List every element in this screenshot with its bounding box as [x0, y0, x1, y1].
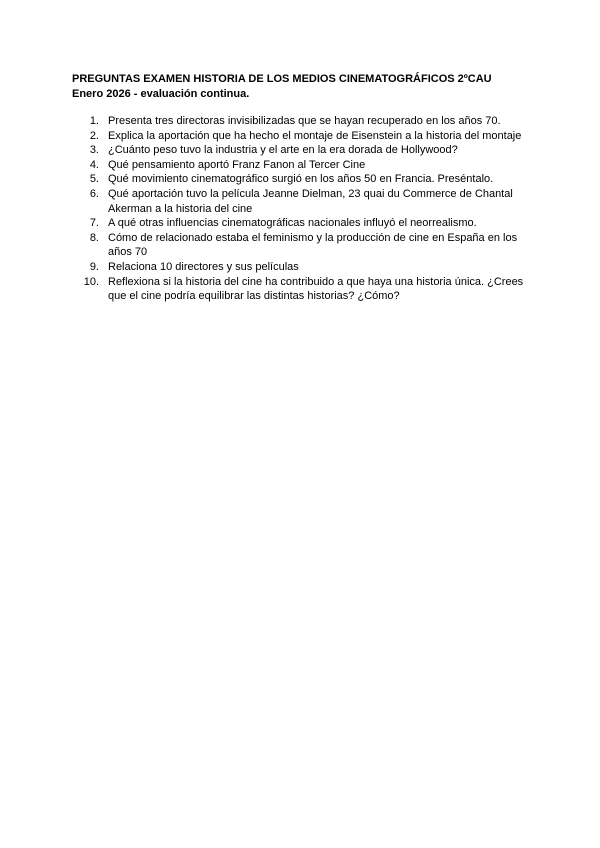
question-text: Explica la aportación que ha hecho el montaje de Eisenstein a la historia del montaje — [108, 129, 522, 142]
question-text: Presenta tres directoras invisibilizadas que se hayan recuperado en los años 70. — [108, 115, 501, 127]
question-number: 5. — [89, 173, 99, 186]
list-item — [72, 158, 532, 173]
question-text: A qué otras influencias cinematográficas nacionales influyó el neorrealismo. — [108, 217, 477, 230]
document-subtitle: Enero 2026 - evaluación continua. — [72, 88, 250, 100]
list-item — [72, 172, 532, 187]
list-item — [72, 260, 532, 275]
question-text: Qué movimiento cinematográfico surgió en los años 50 en Francia. Preséntalo. — [108, 173, 494, 186]
list-item — [72, 129, 532, 144]
question-number: 4. — [89, 158, 99, 171]
document-title: PREGUNTAS EXAMEN HISTORIA DE LOS MEDIOS CINEMATOGRÁFICOS 2ºCAU — [72, 73, 492, 85]
list-item — [72, 231, 532, 260]
question-number: 3. — [89, 144, 99, 157]
list-item — [72, 187, 532, 216]
question-number: 9. — [89, 260, 99, 273]
question-number: 6. — [89, 187, 99, 200]
list-item — [72, 275, 532, 304]
question-number: 8. — [89, 231, 99, 244]
question-number: 1. — [89, 115, 99, 127]
document-header — [72, 72, 542, 102]
question-text: Cómo de relacionado estaba el feminismo y la producción de cine en España en los años 70 — [108, 231, 518, 259]
question-number: 2. — [89, 129, 99, 142]
list-item — [72, 216, 532, 231]
question-text: Relaciona 10 directores y sus películas — [108, 260, 299, 273]
question-number: 7. — [89, 217, 99, 230]
question-text: Qué aportación tuvo la película Jeanne Dielman, 23 quai du Commerce de Chantal Akerman a la historia del cine — [108, 187, 513, 215]
question-list — [72, 114, 532, 304]
question-text: Reflexiona si la historia del cine ha contribuido a que haya una historia única. ¿Crees que el cine podría equilibrar las distintas historias? ¿Cómo? — [108, 275, 524, 303]
question-text: Qué pensamiento aportó Franz Fanon al Tercer Cine — [108, 158, 366, 171]
question-text: ¿Cuánto peso tuvo la industria y el arte en la era dorada de Hollywood? — [108, 144, 458, 157]
list-item — [72, 143, 532, 158]
list-item — [72, 114, 532, 129]
question-number: 10. — [83, 275, 99, 288]
